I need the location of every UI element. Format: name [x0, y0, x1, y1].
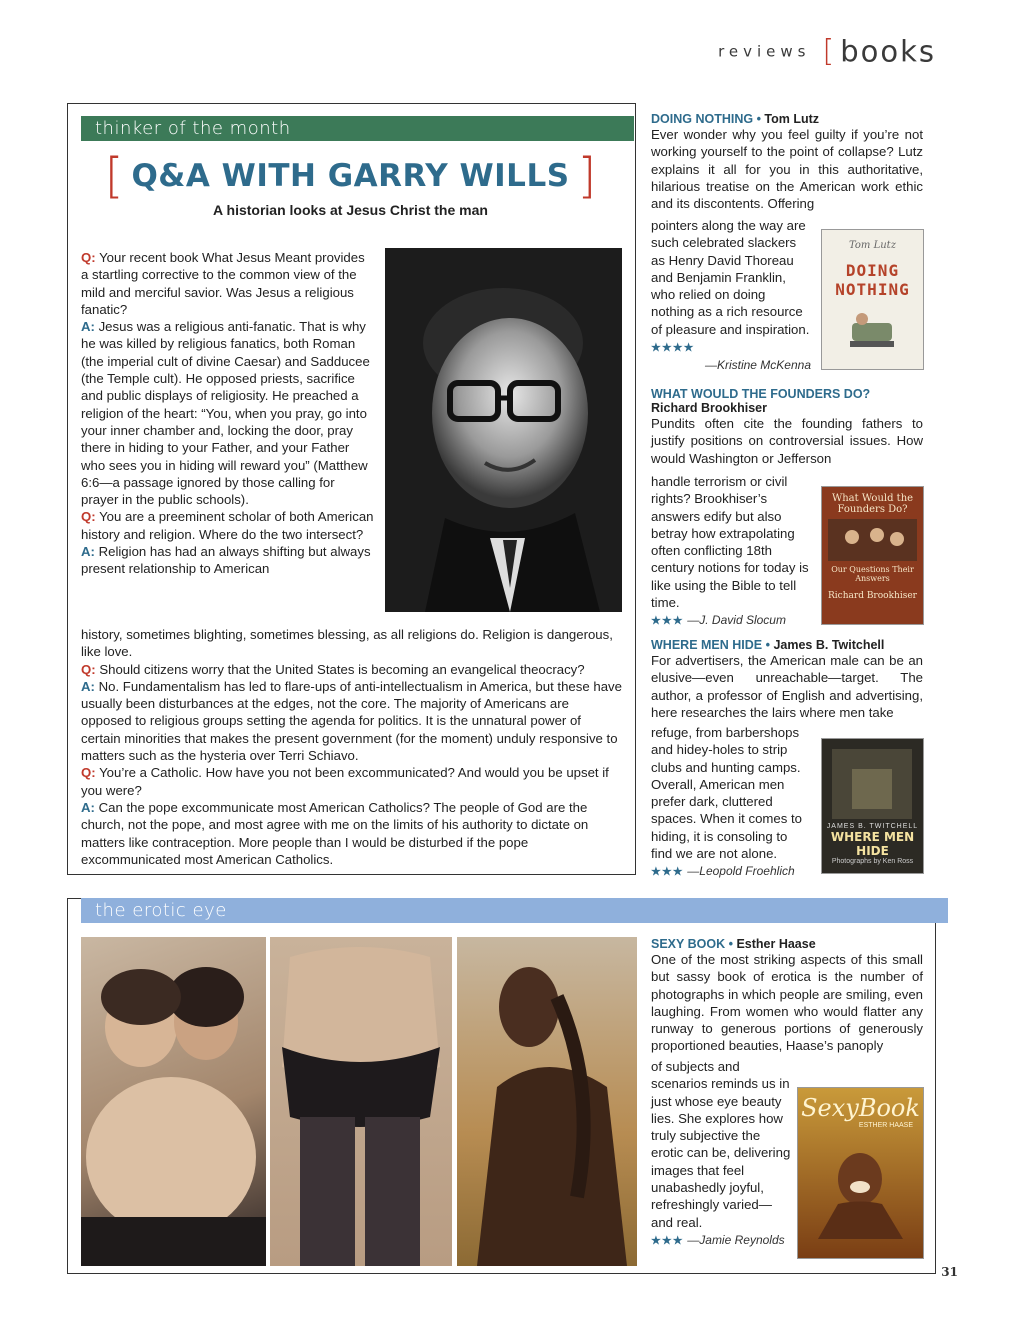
- review-body: One of the most striking aspects of this small but sassy book of erotica is the number of photographs in which people are smiling, even laughing. From women who would flatter any runway to generous portions of generously proportioned beauties, Haase’s panoply: [651, 952, 923, 1054]
- header-section: reviews: [718, 42, 811, 61]
- qa-title: [81, 148, 620, 204]
- header-category: books: [840, 34, 936, 69]
- thinker-banner: thinker of the month: [81, 116, 634, 141]
- review-body: Pundits often cite the founding fathers to justify positions on controversial issues. How would Washington or Jefferson: [651, 416, 923, 466]
- review-body-side: handle terrorism or civil rights? Brookhiser’s answers edify but also betray how extrapolating often conflicting 18th century notions for today is like using the Bible to tell time. ★★★ —J. David Slocum: [651, 474, 809, 628]
- review-author: Richard Brookhiser: [651, 401, 768, 415]
- review-body-side: of subjects and scenarios reminds us in just whose eye beauty lies. She explores how truly subjective the erotic can be, delivering images that feel unabashedly joyful, refreshingly varied—and real. ★★★ —Jamie Reynolds: [651, 1059, 791, 1247]
- portrait-photo: [385, 248, 622, 612]
- photo-stockings: [270, 937, 452, 1266]
- review-body-side: refuge, from barbershops and hidey-holes to strip clubs and hunting camps. Overall, American men prefer dark, cluttered spaces. When it comes to hiding, it is consoling to find we are not alone. ★★★ —Leopold Froehlich: [651, 725, 802, 879]
- qa-entry: A: No. Fundamentalism has led to flare-ups of anti-intellectualism in America, but these have usually been disturbances at the edges, not the core. The majority of Americans are opposed to religious groups setting the agenda for politics. It is the unnatural power of certain minorities that makes the present government (for the moment) unduly responsive to matters such as the hysteria over Terri Schiavo.: [81, 678, 622, 764]
- reviewer-name: —Kristine McKenna: [704, 358, 811, 373]
- qa-entry: history, sometimes blighting, sometimes blessing, as all religions do. Religion is dangerous, like love.: [81, 627, 613, 660]
- qa-entry: Q: Your recent book What Jesus Meant provides a startling corrective to the common view of the mild and merciful savior. Was Jesus a religious fanatic?: [81, 250, 365, 317]
- review-title: DOING NOTHING • Tom Lutz: [651, 112, 820, 126]
- header-bracket: [: [822, 34, 835, 69]
- qa-entry: A: Religion has had an always shifting but always present relationship to American: [81, 544, 371, 577]
- section-header: [718, 34, 936, 69]
- qa-entry: Q: Should citizens worry that the United States is becoming an evangelical theocracy?: [81, 661, 585, 677]
- cover-founders: What Would the Founders Do? Our Questions Their Answers Richard Brookhiser: [821, 486, 924, 625]
- review-doing-nothing: [651, 112, 923, 212]
- qa-entry: A: Can the pope excommunicate most American Catholics? The people of God are the church, not the pope, and most agree with me on the limits of his authority to dictate on matters like contraception. More people than I would be disturbed if the pope excommunicated most American Catholics.: [81, 799, 589, 867]
- review-where-men-hide: [651, 638, 923, 721]
- review-title: WHERE MEN HIDE • James B. Twitchell: [651, 638, 885, 652]
- erotic-banner: the erotic eye: [81, 898, 948, 923]
- review-body: Ever wonder why you feel guilty if you’re not working yourself to the point of collapse? Lutz explains it all for you in this authoritative, hilarious treatise on the American work ethic and its discontents. Offering: [651, 127, 923, 212]
- cover-doing-nothing: Tom Lutz DOING NOTHING: [821, 229, 924, 370]
- qa-subtitle: A historian looks at Jesus Christ the man: [213, 202, 488, 218]
- qa-full-width: [81, 626, 622, 868]
- title-bracket-close: ]: [577, 148, 597, 204]
- cover-where-men-hide: JAMES B. TWITCHELL WHERE MEN HIDE Photographs by Ken Ross: [821, 738, 924, 874]
- review-title: WHAT WOULD THE FOUNDERS DO?: [651, 387, 871, 401]
- reviewer-name: —Jamie Reynolds: [687, 1232, 785, 1247]
- review-body: For advertisers, the American male can be an elusive—even unreachable—target. The author, a professor of English and advertising, here researches the lairs where men take: [651, 653, 923, 720]
- cover-sexy-book: SexyBook ESTHER HAASE: [797, 1087, 924, 1259]
- review-body-side: pointers along the way are such celebrated slackers as Henry David Thoreau and Benjamin Franklin, who relied on doing nothing as a rich resource of pleasure and inspiration. ★★★★ —Kristine McKenna: [651, 217, 811, 375]
- page-number: 31: [941, 1265, 958, 1279]
- qa-column: [81, 249, 374, 578]
- review-founders: [651, 387, 923, 467]
- reviewer-name: —Leopold Froehlich: [687, 864, 795, 879]
- qa-entry: Q: You are a preeminent scholar of both American history and religion. Where do the two intersect?: [81, 509, 374, 542]
- review-title: SEXY BOOK • Esther Haase: [651, 937, 816, 951]
- title-text: Q&A WITH GARRY WILLS: [131, 158, 570, 194]
- review-sexy-book: [651, 937, 923, 1055]
- photo-laughing-women: [81, 937, 266, 1266]
- qa-entry: Q: You’re a Catholic. How have you not been excommunicated? And would you be upset if you were?: [81, 765, 609, 798]
- reviewer-name: —J. David Slocum: [687, 613, 786, 628]
- photo-portrait-woman: [457, 937, 637, 1266]
- title-bracket-open: [: [104, 148, 124, 204]
- rating-stars: ★★★★: [651, 342, 695, 355]
- qa-entry: A: Jesus was a religious anti-fanatic. That is why he was killed by religious fanatics, both Roman (the imperial cult of divine Caesar) and Sadducee (the Temple cult). He opposed priests, sacrifice and public displays of religiosity. He preached a religion of the heart: “You, when you pray, go into your inner chamber and, locking the door, pray there in hiding to your Father, and your Father who sees you in hiding will reward you” (Matthew 6:6—a passage ignored by those calling for prayer in the public schools).: [81, 319, 370, 508]
